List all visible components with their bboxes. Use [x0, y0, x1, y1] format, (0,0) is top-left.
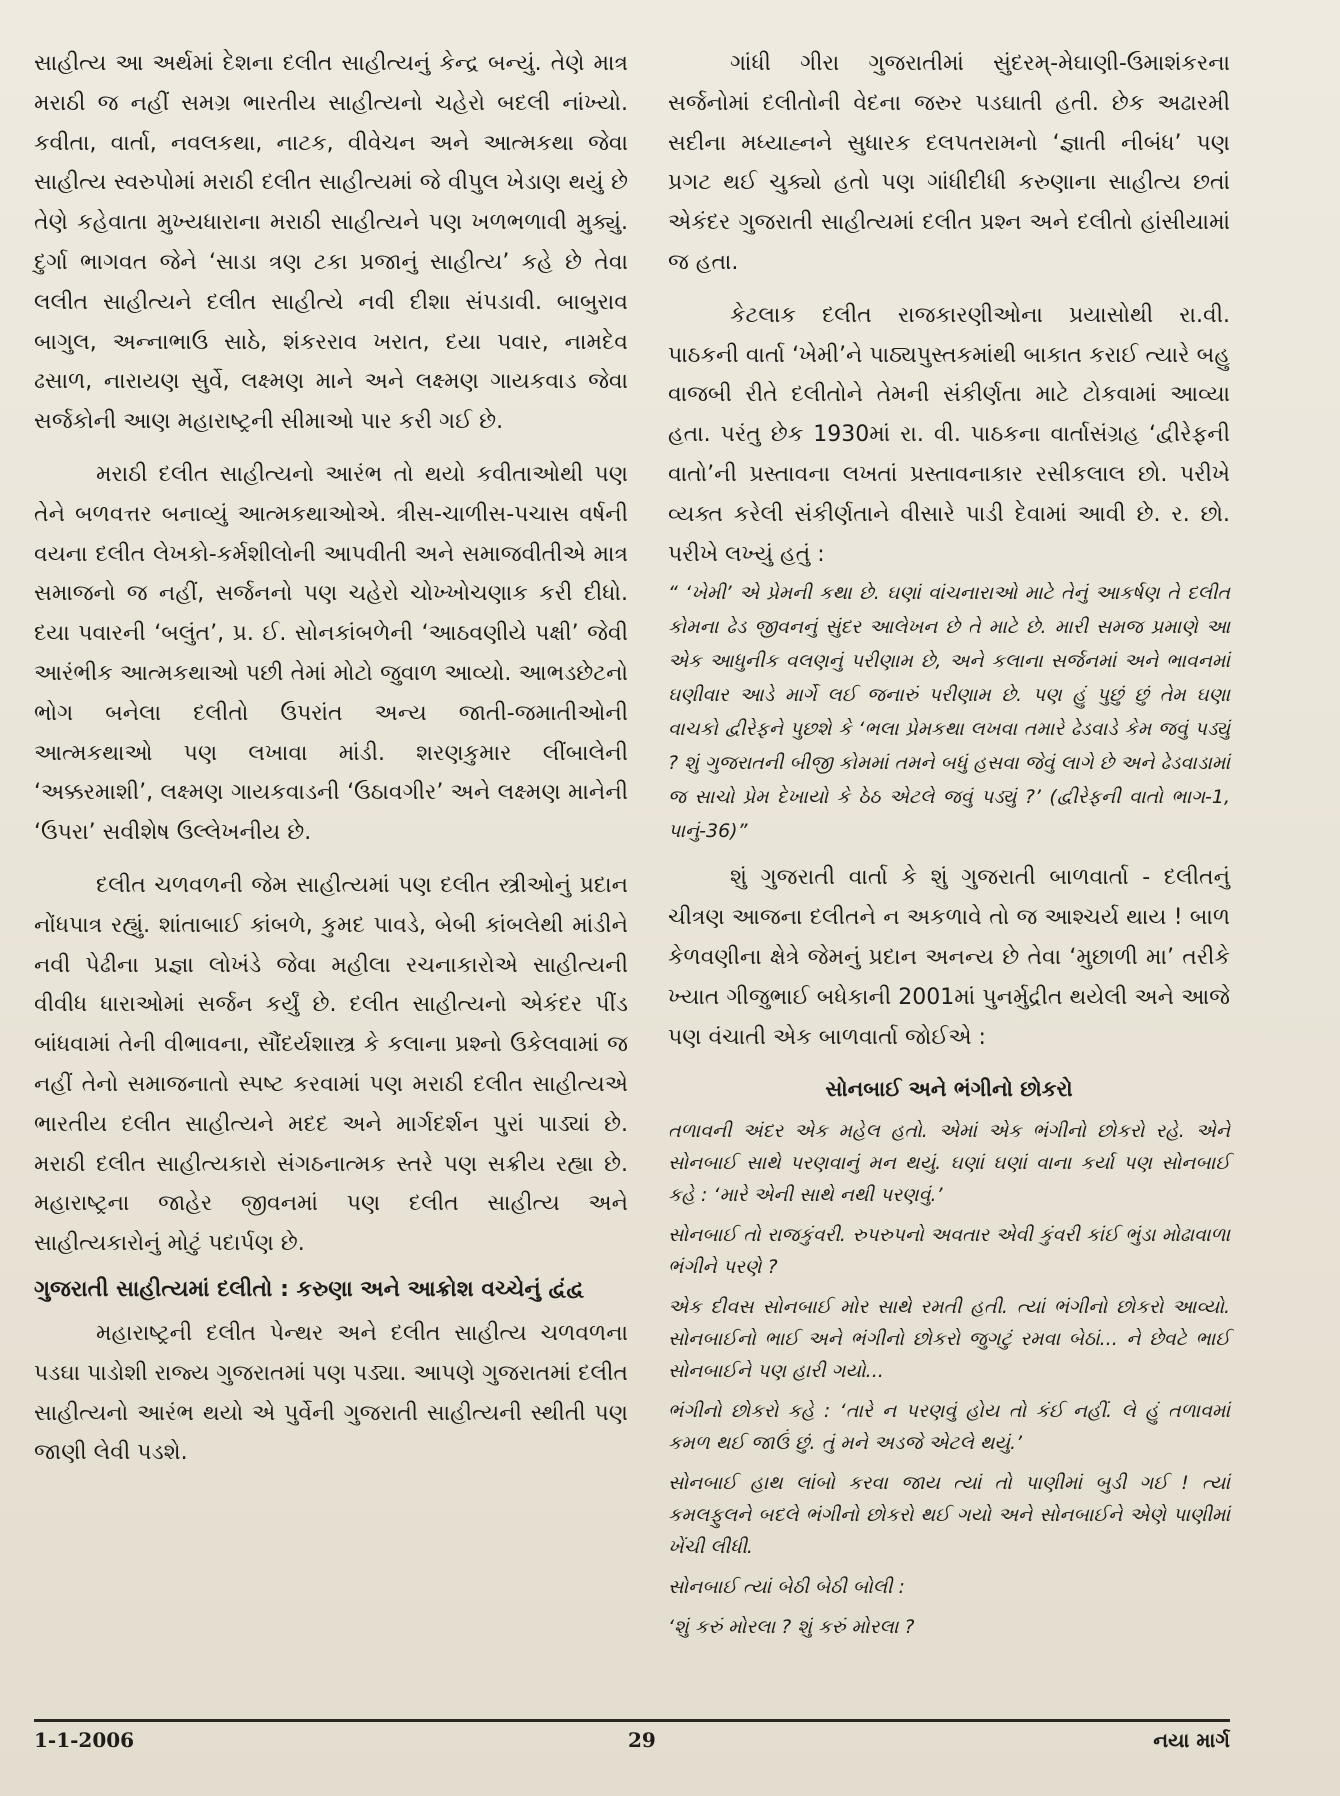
story-paragraph: તળાવની અંદર એક મહેલ હતો. એમાં એક ભંગીનો છોકરો રહે. એને સોનબાઈ સાથે પરણવાનું મન થયું. ઘણાં ઘણાં વાના કર્યા પણ સોનબાઈ કહે : ‘મારે એની સાથે નથી પરણવું.’: [668, 1120, 1230, 1207]
story-paragraph: ભંગીનો છોકરો કહે : ‘તારે ન પરણવું હોય તો કંઈ નહીં. લે હું તળાવમાં કમળ થઈ જાઉં છું. તું મને અડજે એટલે થયું.’: [668, 1400, 1230, 1455]
block-quote: “ ‘ખેમી’ એ પ્રેમની કથા છે. ઘણાં વાંચનારાઓ માટે તેનું આકર્ષણ તે દલીત કોમના ઢેડ જીવનનું સુંદર આલેખન છે તે માટે છે. મારી સમજ પ્રમાણે આ એક આધુનીક વલણનું પરીણામ છે, અને કલાના સર્જનમાં અને ભાવનમાં ઘણીવાર આડે માર્ગે લઈ જનારું પરીણામ છે. પણ હું પુછું છું તેમ ઘણા વાચકો દ્વીરેફને પુછશે કે ‘ભલા પ્રેમકથા લખવા તમારે ઢેડવાડે કેમ જવું પડ્યું ? શું ગુજરાતની બીજી કોમમાં તમને બધું હસવા જેવું લાગે છે અને ઢેડવાડામાં જ સાચો પ્રેમ દેખાયો કે ઠેઠ એટલે જવું પડ્યું ?’ (દ્વીરેફની વાતો ભાગ-1, પાનું-36)”: [668, 582, 1230, 843]
story-title: સોનબાઈ અને ભંગીનો છોકરો: [825, 1077, 1073, 1102]
footer-divider: [34, 1719, 1230, 1722]
right-paragraph-3: શું ગુજરાતી વાર્તા કે શું ગુજરાતી બાળવાર્તા - દલીતનું ચીત્રણ આજના દલીતને ન અકળાવે તો જ આશ્ચર્ય થાય ! બાળ કેળવણીના ક્ષેત્રે જેમનું પ્રદાન અનન્ય છે તેવા ‘મુછાળી મા’ તરીકે ખ્યાત ગીજુભાઈ બધેકાની 2001માં પુનર્મુદ્રીત થયેલી અને આજે પણ વંચાતી એક બાળવાર્તા જોઈએ :: [668, 865, 1230, 1050]
right-paragraph-2: કેટલાક દલીત રાજકારણીઓના પ્રયાસોથી રા.વી. પાઠકની વાર્તા ‘ખેમી’ને પાઠ્યપુસ્તકમાંથી બાકાત કરાઈ ત્યારે બહુ વાજબી રીતે દલીતોને તેમની સંકીર્ણતા માટે ટોકવામાં આવ્યા હતા. પરંતુ છેક 1930માં રા. વી. પાઠકના વાર્તાસંગ્રહ ‘દ્વીરેફની વાતો’ની પ્રસ્તાવના લખતાં પ્રસ્તાવનાકાર રસીકલાલ છો. પરીખે વ્યક્ત કરેલી સંકીર્ણતાને વીસારે પાડી દેવામાં આવી છે. ર. છો. પરીખે લખ્યું હતું :: [668, 302, 1230, 567]
story-paragraph: ‘શું કરું મોરલા ? શું કરું મોરલા ?: [668, 1616, 915, 1639]
issue-date: 1-1-2006: [34, 1728, 135, 1752]
page-number: 29: [628, 1728, 656, 1752]
left-paragraph-2: મરાઠી દલીત સાહીત્યનો આરંભ તો થયો કવીતાઓથી પણ તેને બળવત્તર બનાવ્યું આત્મકથાઓએ. ત્રીસ-ચાળીસ-પચાસ વર્ષની વયના દલીત લેખકો-કર્મશીલોની આપવીતી અને સમાજવીતીએ માત્ર સમાજનો જ નહીં, સર્જનનો પણ ચહેરો ચોખ્ખોચણાક કરી દીધો. દયા પવારની ‘બલુંત’, પ્ર. ઈ. સોનકાંબળેની ‘આઠવણીયે પક્ષી’ જેવી આરંભીક આત્મકથાઓ પછી તેમાં મોટો જુવાળ આવ્યો. આભડછેટનો ભોગ બનેલા દલીતો ઉપરાંત અન્ય જાતી-જમાતીઓની આત્મકથાઓ પણ લખાવા માંડી. શરણકુમાર લીંબાલેની ‘અક્કરમાશી’, લક્ષ્મણ ગાયકવાડની ‘ઉઠાવગીર’ અને લક્ષ્મણ માનેની ‘ઉપરા’ સવીશેષ ઉલ્લેખનીય છે.: [34, 461, 628, 846]
story-text: [668, 1115, 1230, 1643]
story-paragraph: એક દીવસ સોનબાઈ મોર સાથે રમતી હતી. ત્યાં ભંગીનો છોકરો આવ્યો. સોનબાઈનો ભાઈ અને ભંગીનો છોકરો જુગટું રમવા બેઠાં... ને છેવટે ભાઈ સોનબાઈને પણ હારી ગયો...: [668, 1296, 1230, 1383]
left-paragraph-4: મહારાષ્ટ્રની દલીત પેન્થર અને દલીત સાહીત્ય ચળવળના પડઘા પાડોશી રાજ્ય ગુજરાતમાં પણ પડ્યા. આપણે ગુજરાતમાં દલીત સાહીત્યનો આરંભ થયો એ પુર્વેની ગુજરાતી સાહીત્યની સ્થીતી પણ જાણી લેવી પડશે.: [34, 1320, 628, 1466]
story-paragraph: સોનબાઈ હાથ લાંબો કરવા જાય ત્યાં તો પાણીમાં બુડી ગઈ ! ત્યાં કમલફુલને બદલે ભંગીનો છોકરો થઈ ગયો અને સોનબાઈને એણે પાણીમાં ખેંચી લીધી.: [668, 1472, 1230, 1559]
left-column: [34, 44, 628, 1473]
right-column: [668, 44, 1230, 1651]
right-paragraph-1: ગાંધી ગીરા ગુજરાતીમાં સુંદરમ્-મેઘાણી-ઉમાશંકરના સર્જનોમાં દલીતોની વેદના જરુર પડઘાતી હતી. છેક અઢારમી સદીના મધ્યાહ્નને સુધારક દલપતરામનો ‘જ્ઞાતી નીબંધ’ પણ પ્રગટ થઈ ચુક્યો હતો પણ ગાંધીદીધી કરુણાના સાહીત્ય છતાં એકંદર ગુજરાતી સાહીત્યમાં દલીત પ્રશ્ન અને દલીતો હાંસીયામાં જ હતા.: [668, 51, 1230, 275]
magazine-name: નયા માર્ગ: [1153, 1728, 1230, 1752]
left-paragraph-1: સાહીત્ય આ અર્થમાં દેશના દલીત સાહીત્યનું કેન્દ્ર બન્યું. તેણે માત્ર મરાઠી જ નહીં સમગ્ર ભારતીય સાહીત્યનો ચહેરો બદલી નાંખ્યો. કવીતા, વાર્તા, નવલકથા, નાટક, વીવેચન અને આત્મકથા જેવા સાહીત્ય સ્વરુપોમાં મરાઠી દલીત સાહીત્યમાં જે વીપુલ ખેડાણ થયું છે તેણે કહેવાતા મુખ્યધારાના મરાઠી સાહીત્યને પણ ખળભળાવી મુક્યું. દુર્ગા ભાગવત જેને ‘સાડા ત્રણ ટકા પ્રજાનું સાહીત્ય’ કહે છે તેવા લલીત સાહીત્યને દલીત સાહીત્યે નવી દીશા સંપડાવી. બાબુરાવ બાગુલ, અન્નાભાઉ સાઠે, શંકરરાવ ખરાત, દયા પવાર, નામદેવ ઢસાળ, નારાયણ સુર્વે, લક્ષ્મણ માને અને લક્ષ્મણ ગાયકવાડ જેવા સર્જકોની આણ મહારાષ્ટ્રની સીમાઓ પાર કરી ગઈ છે.: [34, 51, 628, 435]
story-paragraph: સોનબાઈ ત્યાં બેઠી બેઠી બોલી :: [668, 1576, 905, 1599]
section-heading: ગુજરાતી સાહીત્યમાં દલીતો : કરુણા અને આક્રોશ વચ્ચેનું દ્વંદ્વ: [34, 1276, 585, 1302]
left-paragraph-3: દલીત ચળવળની જેમ સાહીત્યમાં પણ દલીત સ્ત્રીઓનું પ્રદાન નોંધપાત્ર રહ્યું. શાંતાબાઈ કાંબળે, કુમદ પાવડે, બેબી કાંબલેથી માંડીને નવી પેઢીના પ્રજ્ઞા લોખંડે જેવા મહીલા રચનાકારોએ સાહીત્યની વીવીધ ધારાઓમાં સર્જન કર્યું છે. દલીત સાહીત્યનો એકંદર પીંડ બાંધવામાં તેની વીભાવના, સૌંદર્યશાસ્ત્ર કે કલાના પ્રશ્નો ઉકેલવામાં જ નહીં તેનો સમાજનાતો સ્પષ્ટ કરવામાં પણ મરાઠી દલીત સાહીત્યએ ભારતીય દલીત સાહીત્યને મદદ અને માર્ગદર્શન પુરાં પાડ્યાં છે. મરાઠી દલીત સાહીત્યકારો સંગઠનાત્મક સ્તરે પણ સક્રીય રહ્યા છે. મહારાષ્ટ્રના જાહેર જીવનમાં પણ દલીત સાહીત્ય અને સાહીત્યકારોનું મોટું પદાર્પણ છે.: [34, 872, 628, 1257]
page-footer: [34, 1728, 1230, 1764]
story-paragraph: સોનબાઈ તો રાજકુંવરી. રુપરુપનો અવતાર એવી કુંવરી કાંઈ ભુંડા મોઢાવાળા ભંગીને પરણે ?: [668, 1224, 1230, 1279]
